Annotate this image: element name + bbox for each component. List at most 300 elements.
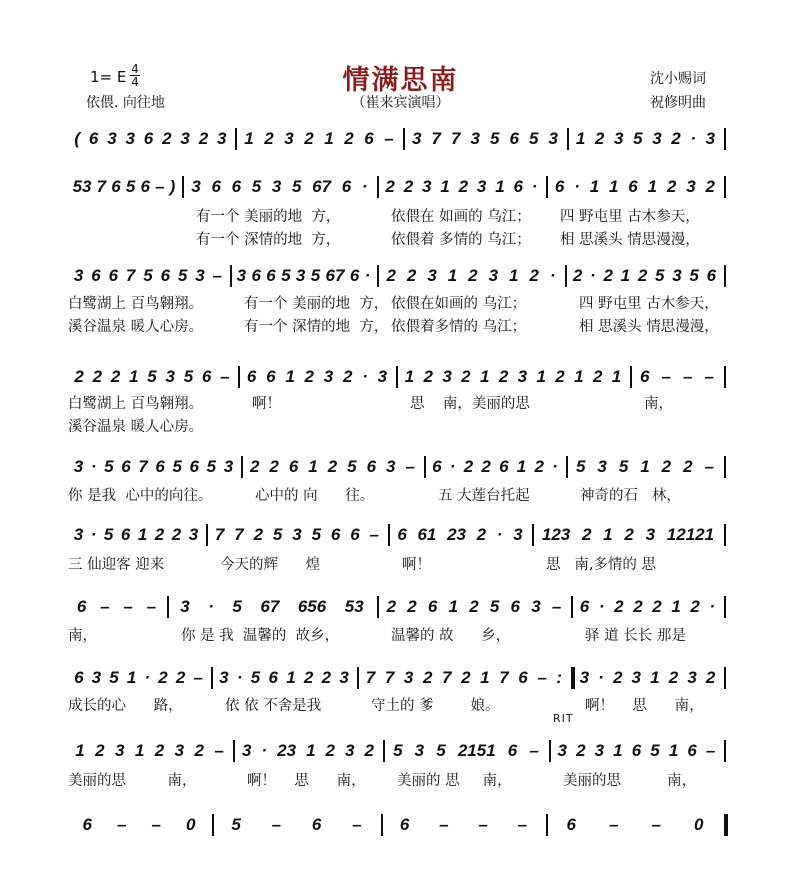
note: 3 bbox=[271, 177, 282, 196]
note: 5 bbox=[436, 741, 446, 760]
lyric-segment: 三 仙迎客 迎来 bbox=[68, 557, 165, 573]
note: 6 bbox=[121, 457, 131, 476]
lyric-segment: 啊！ 思 南， bbox=[247, 773, 366, 789]
note: 23 bbox=[447, 525, 466, 544]
note: 3 bbox=[687, 668, 697, 687]
note: · bbox=[144, 668, 151, 687]
note: 2 bbox=[162, 129, 172, 148]
note: 6 bbox=[518, 668, 528, 687]
bar-line bbox=[388, 524, 390, 546]
note: 3 bbox=[422, 177, 432, 196]
lyric-segment: 美丽的 思 南， bbox=[397, 773, 512, 789]
note: 6 bbox=[687, 741, 697, 760]
measure bbox=[70, 524, 202, 546]
note: 3 bbox=[236, 266, 247, 285]
note: 6 bbox=[397, 525, 407, 544]
bar-line bbox=[377, 596, 379, 618]
note: 1 bbox=[448, 597, 459, 616]
note: 5 bbox=[311, 525, 322, 544]
bar-line bbox=[383, 740, 385, 762]
note: – bbox=[704, 457, 714, 476]
note: 7 bbox=[125, 266, 136, 285]
note: · bbox=[236, 668, 243, 687]
bar-line bbox=[546, 814, 548, 836]
note: – bbox=[651, 815, 661, 834]
note: 2 bbox=[422, 668, 433, 687]
note: · bbox=[574, 177, 580, 196]
note: 67 bbox=[325, 266, 345, 285]
note: 5 bbox=[231, 815, 241, 834]
bar-line bbox=[357, 667, 359, 689]
measure bbox=[536, 524, 720, 546]
note: 2 bbox=[406, 266, 417, 285]
note: 3 bbox=[548, 129, 558, 148]
lyric-segment: 依偎着多情的 乌江； bbox=[391, 319, 527, 335]
note: 2 bbox=[327, 457, 338, 476]
note: 6 bbox=[268, 668, 278, 687]
note: · bbox=[364, 266, 371, 285]
lyric-segment: 美丽的思 南， bbox=[68, 773, 197, 789]
note: 2 bbox=[529, 266, 539, 285]
note: 1 bbox=[244, 129, 254, 148]
note: 2 bbox=[534, 457, 544, 476]
measure bbox=[407, 128, 563, 150]
measure bbox=[70, 366, 234, 388]
note: 6 bbox=[246, 367, 257, 386]
note: 6 bbox=[364, 129, 374, 148]
bar-line bbox=[167, 596, 169, 618]
note: 5 bbox=[250, 668, 261, 687]
measure bbox=[186, 176, 373, 198]
note: 6 bbox=[509, 129, 519, 148]
bar-line bbox=[403, 128, 405, 150]
note: 6 bbox=[76, 597, 87, 616]
note: 2 bbox=[403, 177, 414, 196]
measure bbox=[392, 524, 528, 546]
measure bbox=[387, 740, 545, 762]
note: 2 bbox=[671, 129, 681, 148]
measure bbox=[381, 596, 567, 618]
note: 2 bbox=[342, 367, 353, 386]
lyric-segment: 啊！ 思 南， bbox=[585, 698, 704, 714]
note: 61 bbox=[417, 525, 437, 544]
lyric-segment: 有一个 深情的地 方， bbox=[196, 232, 341, 248]
note: 1 bbox=[613, 741, 623, 760]
note: – bbox=[683, 367, 693, 386]
note: 7 bbox=[442, 668, 452, 687]
measure bbox=[70, 740, 229, 762]
note: 2 bbox=[572, 266, 583, 285]
bar-line bbox=[724, 265, 726, 287]
note: 67 bbox=[312, 177, 332, 196]
note: 1 bbox=[671, 597, 681, 616]
note: · bbox=[90, 457, 97, 476]
note: 2 bbox=[612, 668, 623, 687]
note: 3 bbox=[488, 266, 499, 285]
note: 2 bbox=[325, 741, 335, 760]
note: 2 bbox=[469, 597, 479, 616]
bar-line bbox=[230, 265, 232, 287]
note: 2 bbox=[458, 177, 469, 196]
measure bbox=[215, 667, 353, 689]
measure bbox=[70, 176, 178, 198]
note: 23 bbox=[277, 741, 297, 760]
bar-line bbox=[424, 456, 426, 478]
note: 1 bbox=[306, 741, 316, 760]
note: 2 bbox=[592, 367, 603, 386]
note: – bbox=[661, 367, 671, 386]
note: – bbox=[705, 741, 716, 760]
note: 53 bbox=[344, 597, 364, 616]
lyric-segment: 驿 道 长长 那是 bbox=[585, 628, 686, 644]
note: 7 bbox=[365, 668, 376, 687]
note: 3 bbox=[672, 266, 682, 285]
note: 3 bbox=[412, 129, 422, 148]
note: · bbox=[261, 741, 268, 760]
note: 1 bbox=[75, 741, 85, 760]
measure bbox=[70, 667, 207, 689]
note: 3 bbox=[652, 129, 662, 148]
singer-credit: （崔来宾演唱） bbox=[351, 95, 450, 111]
note: 2 bbox=[690, 597, 700, 616]
note: 2 bbox=[407, 597, 417, 616]
note: 2 bbox=[603, 266, 613, 285]
note: 3 bbox=[427, 266, 437, 285]
note: – bbox=[537, 668, 547, 687]
note: 3 bbox=[557, 741, 567, 760]
lyric-segment: 四 野屯里 古木参天， bbox=[579, 296, 719, 312]
note: · bbox=[549, 266, 556, 285]
lyricist-credit: 沈小赐词 bbox=[650, 71, 706, 87]
measure bbox=[245, 456, 420, 478]
note: – bbox=[352, 815, 362, 834]
note: 6 bbox=[189, 457, 200, 476]
note: · bbox=[590, 266, 596, 285]
note: 1 bbox=[611, 367, 622, 386]
bar-line bbox=[567, 128, 569, 150]
note: 5 bbox=[272, 525, 283, 544]
note: 6 bbox=[111, 177, 121, 196]
note: 1 bbox=[129, 367, 139, 386]
note: 2 bbox=[92, 367, 103, 386]
note: 3 bbox=[594, 741, 605, 760]
note: 3 bbox=[292, 525, 302, 544]
lyric-segment: 白鹭湖上 百鸟翱翔。 bbox=[68, 296, 204, 312]
note: 6 bbox=[211, 177, 221, 196]
note: · bbox=[208, 597, 214, 616]
note: 6 bbox=[706, 266, 717, 285]
note: · bbox=[362, 367, 368, 386]
note: 3 bbox=[216, 129, 227, 148]
note: 3 bbox=[242, 741, 252, 760]
bar-line bbox=[238, 366, 240, 388]
note: 5 bbox=[575, 457, 586, 476]
note: 2 bbox=[652, 597, 662, 616]
note: 6 bbox=[201, 367, 212, 386]
note: 3 bbox=[631, 668, 642, 687]
note: 5 bbox=[310, 266, 321, 285]
measure bbox=[70, 265, 226, 287]
note: 2 bbox=[423, 367, 433, 386]
lyric-segment: 有一个 深情的地 方， bbox=[244, 319, 389, 335]
note: · bbox=[361, 177, 368, 196]
note: 656 bbox=[297, 597, 327, 616]
lyric-segment: 溪谷温泉 暖人心房。 bbox=[68, 419, 204, 435]
note: 3 bbox=[180, 129, 190, 148]
note: 6 bbox=[554, 177, 565, 196]
lyric-segment: 温馨的 故 乡， bbox=[391, 628, 511, 644]
measure bbox=[242, 366, 392, 388]
note: 5 bbox=[292, 177, 302, 196]
lyric-segment: 白鹭湖上 百鸟翱翔。 bbox=[68, 396, 204, 412]
measure bbox=[385, 814, 542, 836]
note: 2 bbox=[385, 177, 395, 196]
note: 1 bbox=[668, 741, 679, 760]
note: 6 bbox=[160, 266, 171, 285]
note: 1 bbox=[324, 129, 334, 148]
note: 1 bbox=[126, 668, 137, 687]
measure bbox=[171, 596, 373, 618]
lyric-segment: 依偎在 如画的 乌江； bbox=[391, 209, 531, 225]
note: 1 bbox=[536, 367, 546, 386]
note: 7 bbox=[384, 668, 395, 687]
note: 1 bbox=[286, 668, 296, 687]
note: 6 bbox=[507, 741, 518, 760]
bar-line bbox=[724, 814, 728, 836]
note: 5 bbox=[633, 129, 643, 148]
note: 6 bbox=[288, 457, 299, 476]
note: 2151 bbox=[457, 741, 496, 760]
note: 3 bbox=[513, 525, 523, 544]
note: – bbox=[551, 597, 562, 616]
measure bbox=[634, 366, 720, 388]
note: 6 bbox=[231, 177, 242, 196]
note: 3 bbox=[73, 525, 84, 544]
note: 12121 bbox=[666, 525, 715, 544]
bar-line bbox=[396, 366, 398, 388]
note: 5 bbox=[650, 741, 660, 760]
note: – bbox=[220, 367, 230, 386]
note: 5 bbox=[232, 597, 242, 616]
note: – bbox=[117, 815, 127, 834]
note: 2 bbox=[95, 741, 105, 760]
measure bbox=[428, 456, 562, 478]
lyric-segment: 你 是 我 温馨的 故乡， bbox=[181, 628, 340, 644]
measure bbox=[216, 814, 377, 836]
note: 5 bbox=[125, 177, 136, 196]
note: 6 bbox=[499, 457, 509, 476]
lyric-segment: 思 南，美丽的思 bbox=[410, 396, 530, 412]
note: – bbox=[193, 668, 203, 687]
note: 3 bbox=[645, 525, 656, 544]
bar-line bbox=[212, 814, 214, 836]
bar-line bbox=[724, 596, 726, 618]
bar-line bbox=[532, 524, 534, 546]
note: 5 bbox=[172, 457, 182, 476]
note: – bbox=[478, 815, 488, 834]
note: 2 bbox=[481, 457, 491, 476]
note: 3 bbox=[686, 177, 696, 196]
note: 1 bbox=[647, 177, 658, 196]
note: 6 bbox=[143, 129, 154, 148]
note: 6 bbox=[432, 457, 442, 476]
time-bottom: 4 bbox=[131, 75, 139, 89]
note: 3 bbox=[114, 741, 125, 760]
note: 2 bbox=[386, 266, 396, 285]
note: 123 bbox=[541, 525, 571, 544]
note: 2 bbox=[633, 597, 643, 616]
note: 3 bbox=[219, 668, 229, 687]
note: 3 bbox=[195, 266, 205, 285]
measure bbox=[575, 596, 720, 618]
note: 3 bbox=[188, 525, 199, 544]
tempo-marking: 依偎. 向往地 bbox=[86, 95, 165, 111]
note: 2 bbox=[253, 525, 264, 544]
lyric-segment: 有一个 美丽的地 方， bbox=[196, 209, 341, 225]
note: 2 bbox=[171, 525, 182, 544]
note: 5 bbox=[143, 266, 153, 285]
bar-line bbox=[206, 524, 208, 546]
note: · bbox=[709, 597, 716, 616]
note: 3 bbox=[223, 457, 234, 476]
note: 0 bbox=[186, 815, 196, 834]
bar-line bbox=[549, 740, 551, 762]
note: 1 bbox=[603, 525, 613, 544]
note: 2 bbox=[175, 668, 186, 687]
lyric-segment: 啊！ bbox=[402, 557, 431, 573]
bar-line bbox=[571, 596, 573, 618]
note: 3 bbox=[531, 597, 541, 616]
note: 0 bbox=[694, 815, 704, 834]
note: 2 bbox=[683, 457, 693, 476]
note: 2 bbox=[154, 741, 165, 760]
lyric-segment: 依偎在如画的 乌江； bbox=[391, 296, 527, 312]
note: – bbox=[100, 597, 110, 616]
note: 2 bbox=[705, 668, 716, 687]
bar-line bbox=[724, 740, 726, 762]
note: 6 bbox=[74, 668, 84, 687]
note: 2 bbox=[594, 129, 605, 148]
note: 5 bbox=[281, 266, 291, 285]
note: 1 bbox=[516, 457, 527, 476]
note: 3 bbox=[107, 129, 117, 148]
lyric-segment: 你 是我 心中的向往。 bbox=[68, 488, 213, 504]
lyric-segment: 溪谷温泉 暖人心房。 bbox=[68, 319, 204, 335]
note: 5 bbox=[109, 668, 119, 687]
note: 1 bbox=[575, 129, 586, 148]
note: 1 bbox=[404, 367, 415, 386]
bar-line bbox=[565, 265, 567, 287]
note: 1 bbox=[509, 266, 519, 285]
note: – bbox=[439, 815, 449, 834]
note: 2 bbox=[476, 525, 487, 544]
note: 2 bbox=[461, 668, 471, 687]
note: : bbox=[556, 668, 563, 687]
note: 3 bbox=[403, 668, 414, 687]
measure bbox=[361, 667, 567, 689]
note: 6 bbox=[266, 266, 276, 285]
measure bbox=[70, 128, 231, 150]
note: 6 bbox=[91, 266, 101, 285]
note: 2 bbox=[668, 668, 679, 687]
note: 6 bbox=[140, 177, 150, 196]
note: 2 bbox=[304, 129, 314, 148]
measure bbox=[569, 265, 720, 287]
measure bbox=[237, 740, 379, 762]
measure bbox=[239, 128, 399, 150]
note: · bbox=[449, 457, 456, 476]
note: · bbox=[690, 129, 697, 148]
note: 6 bbox=[566, 815, 576, 834]
note: 5 bbox=[206, 457, 217, 476]
note: 6 bbox=[330, 525, 341, 544]
note: – bbox=[271, 815, 282, 834]
note: 3 bbox=[614, 129, 624, 148]
bar-line bbox=[546, 176, 548, 198]
note: 2 bbox=[555, 367, 565, 386]
note: 2 bbox=[304, 367, 314, 386]
note: 3 bbox=[295, 266, 306, 285]
note: 3 bbox=[386, 457, 396, 476]
note: 1 bbox=[574, 367, 584, 386]
note: 6 bbox=[350, 525, 360, 544]
note: · bbox=[598, 597, 605, 616]
note: 3 bbox=[284, 129, 294, 148]
lyric-segment: 美丽的思 南， bbox=[563, 773, 697, 789]
note: 5 bbox=[490, 129, 500, 148]
note: – bbox=[517, 815, 528, 834]
lyric-segment: 守土的 爹 娘。 bbox=[371, 698, 500, 714]
note: – bbox=[212, 266, 223, 285]
bar-line bbox=[377, 176, 379, 198]
measure bbox=[381, 265, 561, 287]
measure bbox=[70, 596, 163, 618]
bar-line bbox=[724, 176, 726, 198]
note: – bbox=[146, 597, 157, 616]
note: · bbox=[496, 525, 503, 544]
note: 2 bbox=[194, 741, 204, 760]
note: 3 bbox=[345, 741, 355, 760]
note: 6 bbox=[82, 815, 92, 834]
bar-line bbox=[724, 128, 726, 150]
note: 2 bbox=[637, 266, 648, 285]
note: 5 bbox=[183, 367, 194, 386]
bar-line bbox=[724, 524, 726, 546]
note: 5 bbox=[347, 457, 357, 476]
note: 5 bbox=[618, 457, 629, 476]
note: ) bbox=[169, 177, 176, 196]
note: 3 bbox=[191, 177, 201, 196]
measure bbox=[550, 814, 720, 836]
note: 2 bbox=[461, 367, 471, 386]
note: 3 bbox=[517, 367, 528, 386]
note: 1 bbox=[640, 457, 650, 476]
lyric-segment: 啊！ bbox=[252, 396, 281, 412]
note: 67 bbox=[260, 597, 280, 616]
measure bbox=[570, 456, 720, 478]
note: 3 bbox=[377, 367, 388, 386]
measure bbox=[571, 128, 720, 150]
note: 2 bbox=[154, 525, 165, 544]
bar-line bbox=[377, 265, 379, 287]
note: · bbox=[552, 457, 558, 476]
note: – bbox=[609, 815, 619, 834]
bar-line bbox=[630, 366, 632, 388]
bar-line bbox=[724, 456, 726, 478]
composer-credit: 祝修明曲 bbox=[650, 95, 706, 111]
note: 1 bbox=[285, 367, 295, 386]
note: 6 bbox=[510, 597, 520, 616]
